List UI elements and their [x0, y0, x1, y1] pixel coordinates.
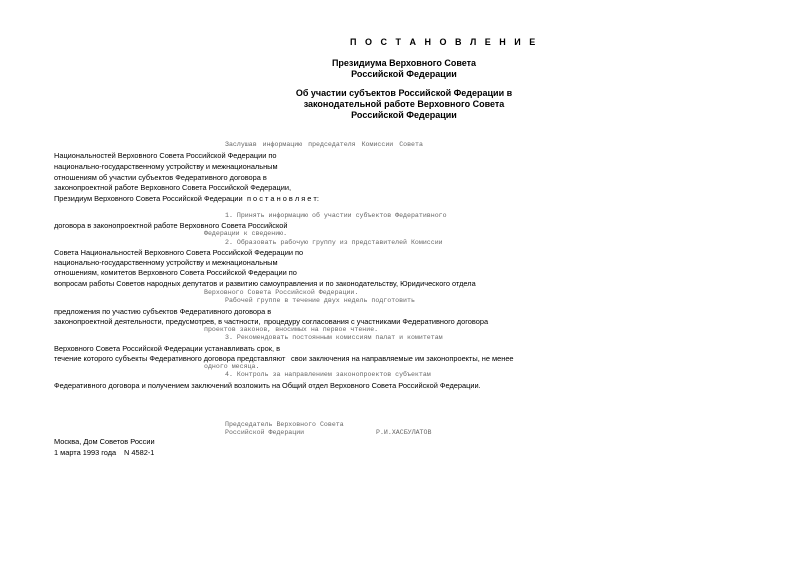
item2-line-1: Совета Национальностей Верховного Совета Российской Федерации по [54, 248, 304, 257]
item2-line-4: вопросам работы Советов народных депутатов и развитию [54, 279, 259, 288]
issue-date: 1 марта 1993 года [54, 448, 117, 457]
subject-line-2: законодательной работе Верховного Совета [303, 99, 505, 109]
item3-line-1: Верховного Совета Российской Федерации устанавливать срок, в [54, 344, 281, 353]
item4-mono-line: 4. Контроль за направлением законопроектов субъектам [225, 371, 431, 378]
document-type-title: П О С Т А Н О В Л Е Н И Е [350, 37, 539, 47]
signatory-name: Р.И.ХАСБУЛАТОВ [376, 429, 432, 436]
item2-mono-line: 2. Образовать рабочую группу из представителей Комиссии [225, 239, 443, 246]
item1-mono-line-2: Федерации к сведению. [204, 230, 288, 237]
item2-mono-line-3: Рабочей группе в течение двух недель подготовить [225, 297, 415, 304]
resolves-keyword: п о с т а н о в л я е т: [247, 194, 319, 203]
item2-line-3: отношениям, комитетов Верховного Совета Российской Федерации по [54, 268, 297, 277]
preamble-line-5: Президиум Верховного Совета Российской Федерации [54, 194, 243, 203]
preamble-line-1: Национальностей Верховного Совета Российской Федерации по [54, 151, 277, 160]
subject-line-1: Об участии субъектов Российской Федерации в [295, 88, 513, 98]
issuer-line-2: Российской Федерации [351, 69, 457, 79]
preamble-line-2: национально-государственному устройству и межнациональным [54, 162, 278, 171]
item2-line-4-cont: самоуправления и по законодательству, Юридического отдела [260, 279, 476, 288]
item3-mono-line: 3. Рекомендовать постоянным комиссиям палат и комитетам [225, 334, 443, 341]
preamble-line-3: отношениям об участии субъектов Федеративного договора в [54, 173, 267, 182]
signatory-position-line-1: Председатель Верховного Совета [225, 421, 344, 428]
item2-line-6: законопроектной деятельности, предусмотрев, в частности, [54, 317, 261, 326]
item2-line-5: предложения по участию субъектов Федеративного договора в [54, 307, 272, 316]
item3-line-2: течение которого субъекты Федеративного договора представляют [54, 354, 286, 363]
item3-line-2-cont: свои заключения на направляемые им законопроекты, не менее [291, 354, 514, 363]
item2-mono-line-4: проектов законов, вносимых на первое чтение. [204, 326, 379, 333]
signatory-position-line-2: Российской Федерации [225, 429, 305, 436]
item2-line-6-cont: процедуру согласования с участниками Федеративного договора [264, 317, 489, 326]
item4-line-1: Федеративного договора и получением заключений возложить на [54, 381, 281, 390]
item2-line-2: национально-государственному устройству и межнациональным [54, 258, 278, 267]
item2-mono-line-2: Верховного Совета Российской Федерации. [204, 289, 359, 296]
preamble-mono-line: Заслушав информацию председателя Комиссии Совета [225, 141, 423, 148]
issue-place: Москва, Дом Советов России [54, 437, 155, 446]
item1-mono-line: 1. Принять информацию об участии субъектов Федеративного [225, 212, 447, 219]
subject-line-3: Российской Федерации [351, 110, 457, 120]
item4-line-1-cont: Общий отдел Верховного Совета Российской Федерации. [282, 381, 481, 390]
preamble-line-4: законопроектной работе Верховного Совета Российской Федерации, [54, 183, 292, 192]
item3-mono-line-2: одного месяца. [204, 363, 260, 370]
item1-line-1: договора в законопроектной работе Верховного Совета Российской [54, 221, 288, 230]
document-number: N 4582-1 [124, 448, 155, 457]
issuer-line-1: Президиума Верховного Совета [331, 58, 477, 68]
